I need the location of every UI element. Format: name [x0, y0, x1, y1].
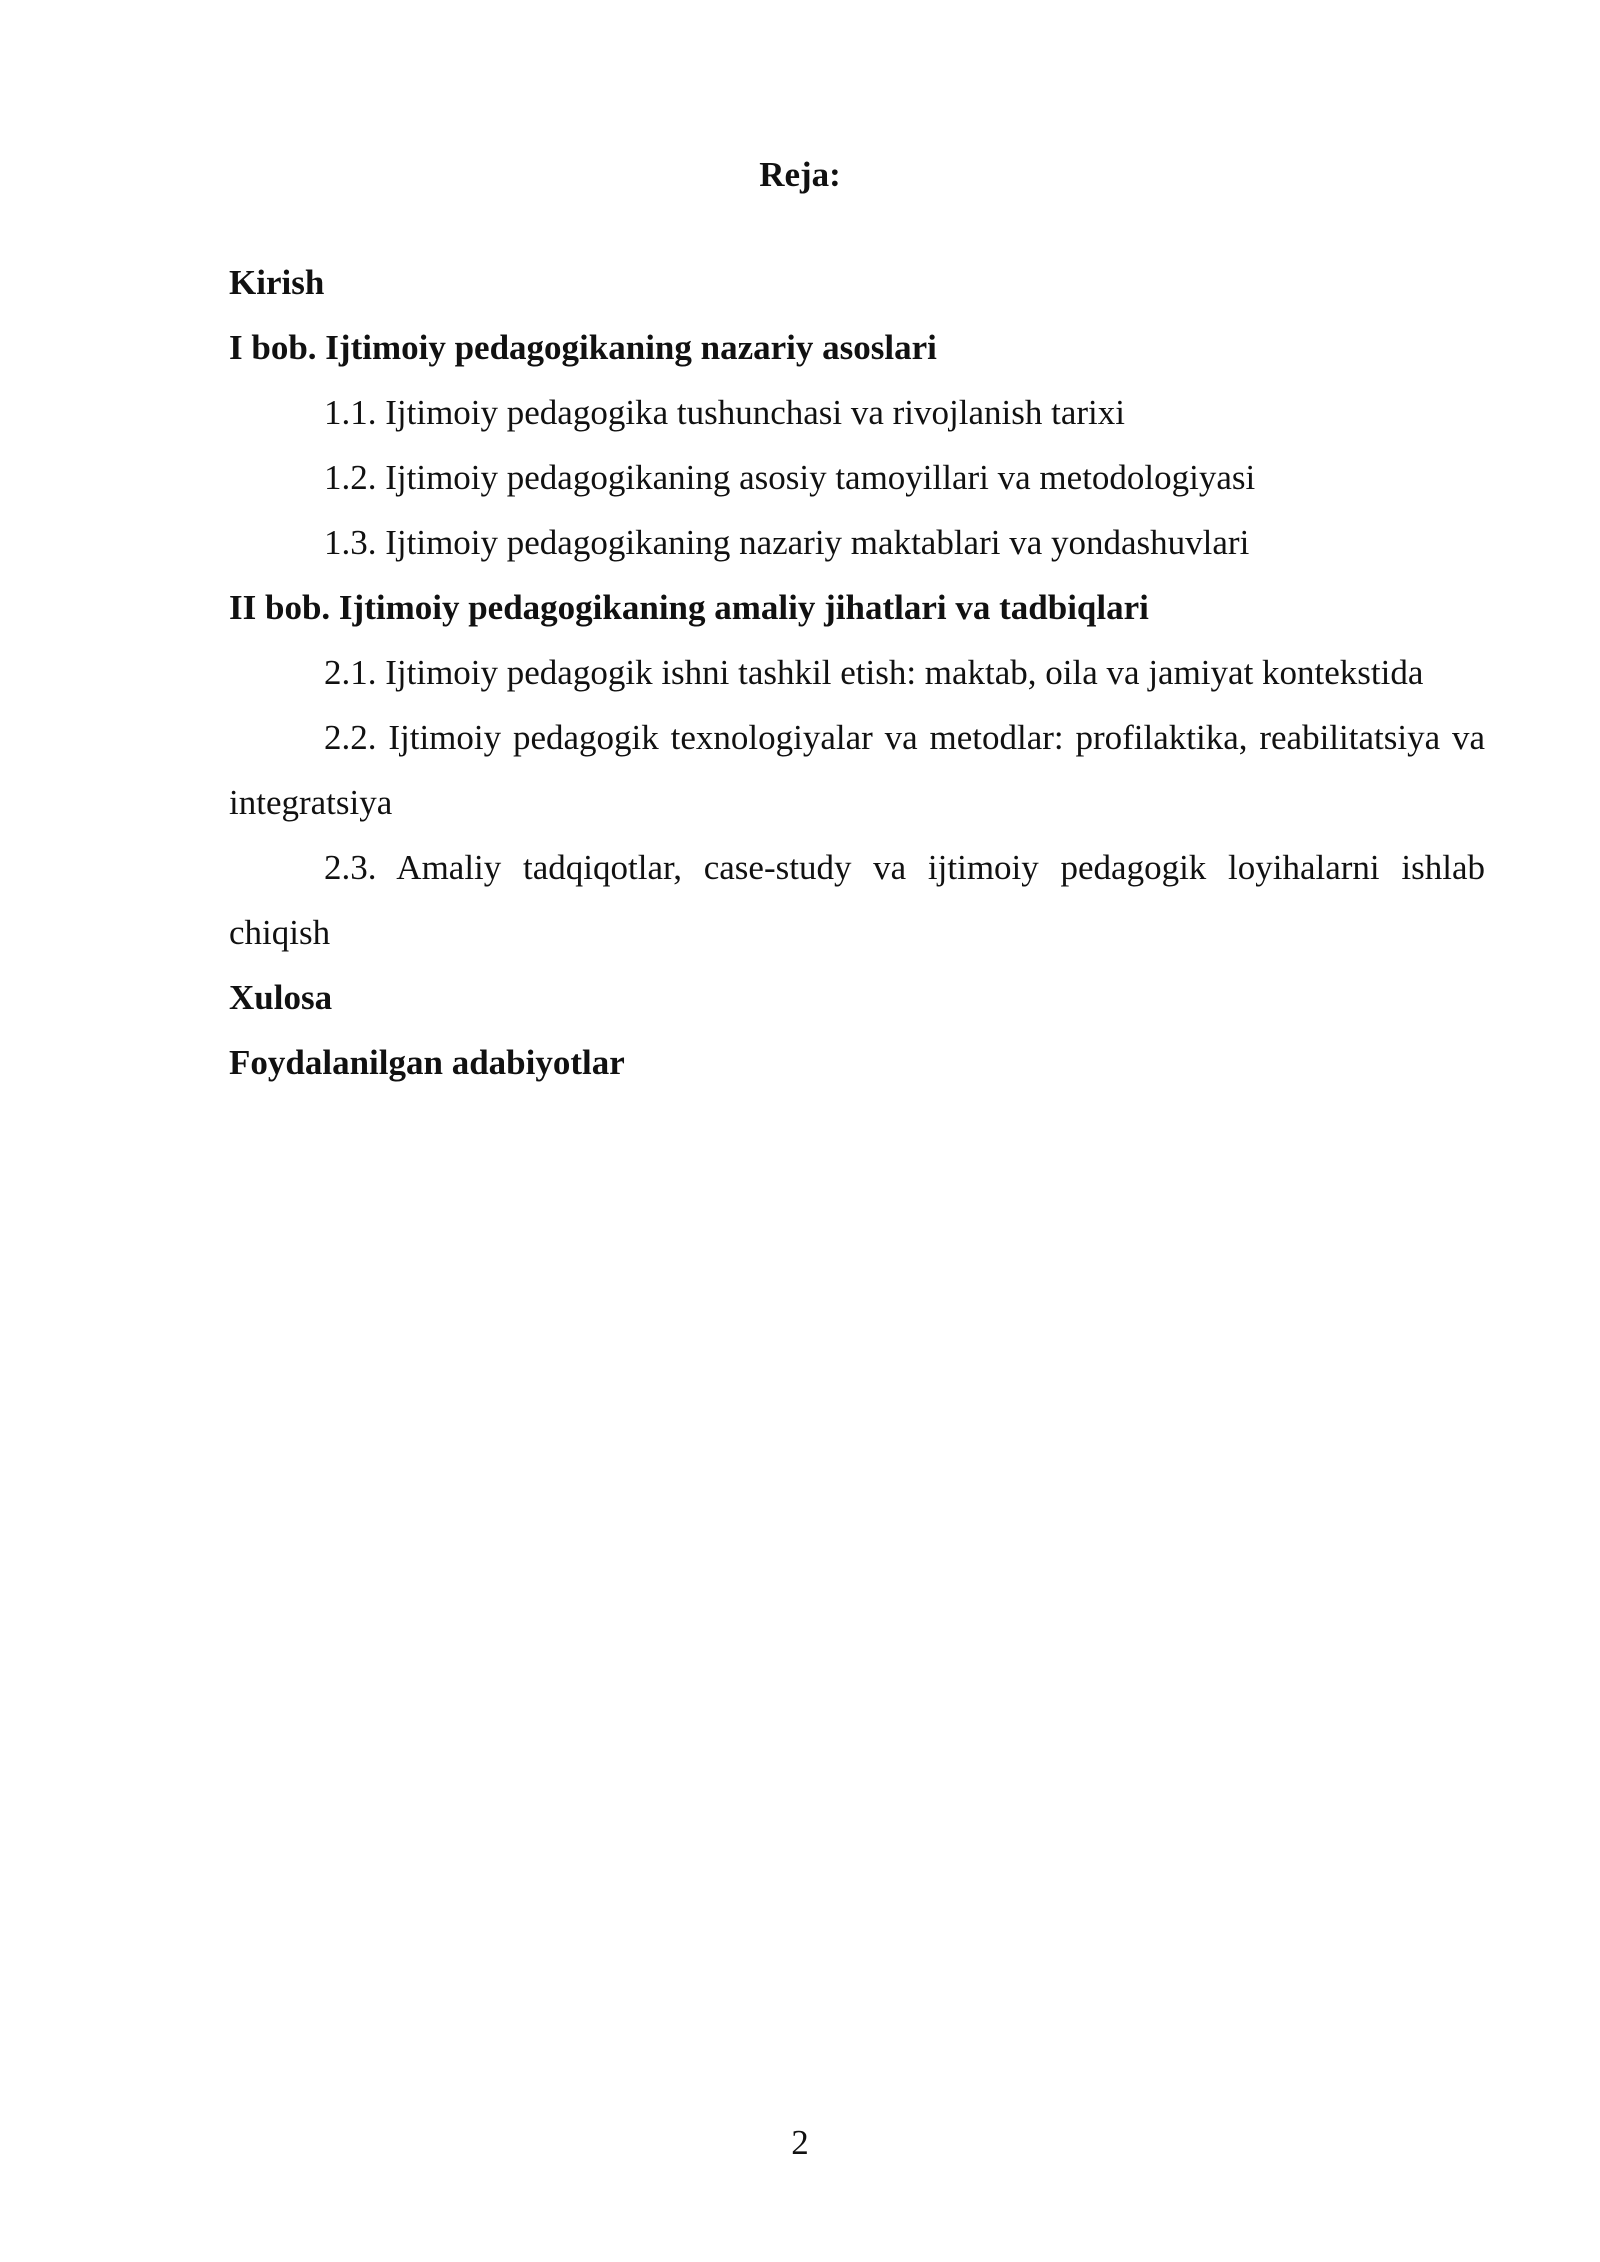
toc-heading-introduction: Kirish: [229, 263, 325, 302]
table-of-contents: [229, 250, 1485, 1095]
toc-heading-conclusion: Xulosa: [229, 978, 333, 1017]
toc-heading-references: Foydalanilgan adabiyotlar: [229, 1043, 625, 1082]
toc-item-1-1: 1.1. Ijtimoiy pedagogika tushunchasi va rivojlanish tarixi: [324, 393, 1125, 432]
page-number: 2: [791, 2123, 809, 2162]
toc-heading-chapter-2: II bob. Ijtimoiy pedagogikaning amaliy jihatlari va tadbiqlari: [229, 588, 1149, 627]
toc-item-1-2: 1.2. Ijtimoiy pedagogikaning asosiy tamoyillari va metodologiyasi: [324, 458, 1256, 497]
toc-heading-chapter-1: I bob. Ijtimoiy pedagogikaning nazariy asoslari: [229, 328, 937, 367]
toc-item-1-3: 1.3. Ijtimoiy pedagogikaning nazariy maktablari va yondashuvlari: [324, 523, 1250, 562]
toc-item-2-2: 2.2. Ijtimoiy pedagogik texnologiyalar va metodlar: profilaktika, reabilitatsiya va integratsiya: [229, 718, 1485, 822]
toc-item-2-3: 2.3. Amaliy tadqiqotlar, case-study va ijtimoiy pedagogik loyihalarni ishlab chiqish: [229, 848, 1485, 952]
plan-title: Reja:: [759, 155, 841, 194]
toc-item-2-1: 2.1. Ijtimoiy pedagogik ishni tashkil etish: maktab, oila va jamiyat kontekstida: [324, 653, 1424, 692]
